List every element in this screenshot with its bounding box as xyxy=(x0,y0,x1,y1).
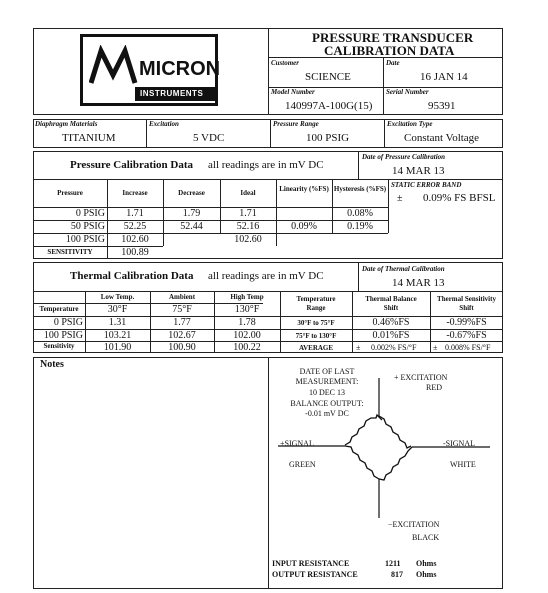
balance-output-value: -0.01 mV DC xyxy=(305,409,349,418)
therm-sensshift-avg: 0.008% FS/°F xyxy=(445,343,491,352)
therm-temp-high: 130°F xyxy=(234,304,260,315)
therm-balance-2: 0.01%FS xyxy=(372,330,410,341)
serial-label: Serial Number xyxy=(386,88,429,96)
press-row-0-decrease: 1.79 xyxy=(182,208,201,219)
date-label: Date xyxy=(386,59,400,67)
press-row-1-hysteresis: 0.19% xyxy=(347,221,373,232)
output-res-label: OUTPUT RESISTANCE xyxy=(272,570,358,579)
thermal-cal-title: Thermal Calibration Data xyxy=(70,270,194,282)
therm-balance-pm: ± xyxy=(356,343,361,352)
therm-sensshift-2: -0.67%FS xyxy=(446,330,487,341)
input-res-value: 1211 xyxy=(385,559,401,568)
therm-balance-1: 0.46%FS xyxy=(372,317,410,328)
exc-plus-label: + EXCITATION xyxy=(394,373,448,382)
micron-logo xyxy=(80,34,221,106)
press-row-2-increase: 102.60 xyxy=(121,234,149,245)
date-value: 16 JAN 14 xyxy=(420,71,468,83)
diaphragm-label: Diaphragm Materials xyxy=(35,120,98,128)
static-error-band-pm: ± xyxy=(397,193,403,204)
therm-sensshift-pm: ± xyxy=(433,343,438,352)
press-col-6 xyxy=(388,179,389,233)
excitation-label: Excitation xyxy=(149,120,179,128)
exc-minus-color: BLACK xyxy=(412,533,440,542)
therm-table-top xyxy=(33,291,503,292)
col-header-ideal: Ideal xyxy=(240,189,256,197)
therm-header-range: Temperature Range xyxy=(296,295,336,312)
pressure-cal-date-value: 14 MAR 13 xyxy=(392,165,445,177)
header-vline-1 xyxy=(383,57,384,115)
doc-title-line1: PRESSURE TRANSDUCER xyxy=(312,30,474,45)
exc-plus-color: RED xyxy=(426,383,442,392)
press-row-0-hysteresis: 0.08% xyxy=(347,208,373,219)
excitation-type-label: Excitation Type xyxy=(387,120,433,128)
press-row-0-increase: 1.71 xyxy=(126,208,144,219)
doc-title-line2: CALIBRATION DATA xyxy=(324,43,455,58)
bridge-arm-top-left xyxy=(345,415,382,445)
therm-rowlabel-0psig: 0 PSIG xyxy=(53,317,83,328)
logo-text: MICRON xyxy=(139,58,221,80)
static-error-band-value: 0.09% FS BFSL xyxy=(423,192,496,204)
therm-sens-high: 100.22 xyxy=(233,342,261,353)
therm-100-high: 102.00 xyxy=(233,330,261,341)
press-row-2-ideal: 102.60 xyxy=(234,234,262,245)
excitation-type-value: Constant Voltage xyxy=(404,132,480,144)
customer-value: SCIENCE xyxy=(305,71,351,83)
therm-range-2: 75°F to 130°F xyxy=(295,332,337,340)
therm-header-ambient: Ambient xyxy=(168,293,196,301)
thermal-cal-date-value: 14 MAR 13 xyxy=(392,277,445,289)
col-header-hysteresis: Hysteresis (%FS) xyxy=(333,185,387,193)
sensitivity-value: 100.89 xyxy=(121,247,149,258)
sig-plus-color: GREEN xyxy=(289,460,316,469)
sig-minus-label: -SIGNAL xyxy=(443,439,475,448)
serial-value: 95391 xyxy=(428,100,456,112)
output-res-unit: Ohms xyxy=(416,570,437,579)
pressure-cal-date-label: Date of Pressure Calibration xyxy=(362,153,446,161)
therm-range-avg: AVERAGE xyxy=(298,344,334,352)
press-row-1-decrease: 52.44 xyxy=(180,221,203,232)
diaphragm-value: TITANIUM xyxy=(62,132,116,144)
thermal-readings-note: all readings are in mV DC xyxy=(208,270,324,282)
therm-line-1 xyxy=(33,303,263,304)
press-row-0-pressure: 0 PSIG xyxy=(75,208,105,219)
model-label: Model Number xyxy=(271,88,315,96)
logo-subtext: INSTRUMENTS xyxy=(140,89,204,98)
excitation-value: 5 VDC xyxy=(193,132,225,144)
specs-vline-1 xyxy=(146,119,147,148)
date-last-line1: DATE OF LAST xyxy=(299,367,355,376)
exc-minus-label: −EXCITATION xyxy=(388,520,440,529)
bridge-arm-bottom-right xyxy=(379,447,412,480)
press-row-1-linearity: 0.09% xyxy=(291,221,317,232)
therm-sensshift-1: -0.99%FS xyxy=(446,317,487,328)
therm-sens-amb: 100.90 xyxy=(168,342,196,353)
date-last-line2: MEASUREMENT: xyxy=(295,377,359,386)
sig-plus-label: +SIGNAL xyxy=(280,439,314,448)
specs-vline-2 xyxy=(270,119,271,148)
therm-header-sens: Thermal Sensitivity Shift xyxy=(437,295,496,312)
therm-date-vline xyxy=(358,262,359,291)
therm-0-low: 1.31 xyxy=(108,317,127,328)
therm-0-high: 1.78 xyxy=(238,317,256,328)
press-row-1-increase: 52.25 xyxy=(123,221,147,232)
therm-100-low: 103.21 xyxy=(103,330,132,341)
pressure-readings-note: all readings are in mV DC xyxy=(208,159,324,171)
sensitivity-label: SENSITIVITY xyxy=(47,248,93,256)
specs-vline-3 xyxy=(384,119,385,148)
static-error-band-label: STATIC ERROR BAND xyxy=(391,181,462,189)
date-last-value: 10 DEC 13 xyxy=(309,388,345,397)
output-res-value: 817 xyxy=(391,570,403,579)
col-header-increase: Increase xyxy=(122,189,148,197)
col-header-linearity: Linearity (%FS) xyxy=(279,185,329,193)
input-res-label: INPUT RESISTANCE xyxy=(272,559,350,568)
header-divider xyxy=(268,28,269,115)
press-row-2-pressure: 100 PSIG xyxy=(65,234,105,245)
therm-0-amb: 1.77 xyxy=(173,317,191,328)
therm-100-amb: 102.67 xyxy=(168,330,196,341)
notes-label: Notes xyxy=(40,359,64,370)
input-res-unit: Ohms xyxy=(416,559,437,568)
pressure-cal-title: Pressure Calibration Data xyxy=(70,159,194,171)
bridge-arm-top-right xyxy=(379,416,411,448)
press-row-0-ideal: 1.71 xyxy=(239,208,257,219)
model-value: 140997A-100G(15) xyxy=(285,100,373,112)
press-row-1-pressure: 50 PSIG xyxy=(70,221,105,232)
header-hline-1 xyxy=(268,57,503,58)
therm-header-balance: Thermal Balance Shift xyxy=(365,295,417,312)
therm-balance-avg: 0.002% FS/°F xyxy=(371,343,417,352)
pressure-range-value: 100 PSIG xyxy=(306,132,350,144)
therm-sens-low: 101.90 xyxy=(103,342,132,353)
press-row-1-ideal: 52.16 xyxy=(236,221,260,232)
therm-range-1: 30°F to 75°F xyxy=(297,319,335,327)
therm-line-2 xyxy=(33,316,503,317)
col-header-decrease: Decrease xyxy=(178,189,205,197)
wheatstone-bridge-diagram xyxy=(268,358,503,588)
therm-rowlabel-sens: Sensitivity xyxy=(43,342,75,350)
therm-header-low: Low Temp. xyxy=(100,293,135,301)
customer-label: Customer xyxy=(271,59,300,67)
col-header-pressure: Pressure xyxy=(57,189,83,197)
bridge-arm-bottom-left xyxy=(345,446,379,479)
pressure-range-label: Pressure Range xyxy=(273,120,319,128)
sig-minus-color: WHITE xyxy=(450,460,476,469)
therm-temp-low: 30°F xyxy=(107,304,128,315)
therm-header-high: High Temp xyxy=(230,293,264,301)
therm-rowlabel-temp: Temperature xyxy=(39,305,79,313)
thermal-cal-date-label: Date of Thermal Calibration xyxy=(362,265,445,273)
press-date-vline xyxy=(358,151,359,179)
press-table-top xyxy=(33,179,388,180)
therm-rowlabel-100psig: 100 PSIG xyxy=(43,330,83,341)
therm-temp-amb: 75°F xyxy=(172,304,192,315)
balance-output-label: BALANCE OUTPUT: xyxy=(290,399,364,408)
